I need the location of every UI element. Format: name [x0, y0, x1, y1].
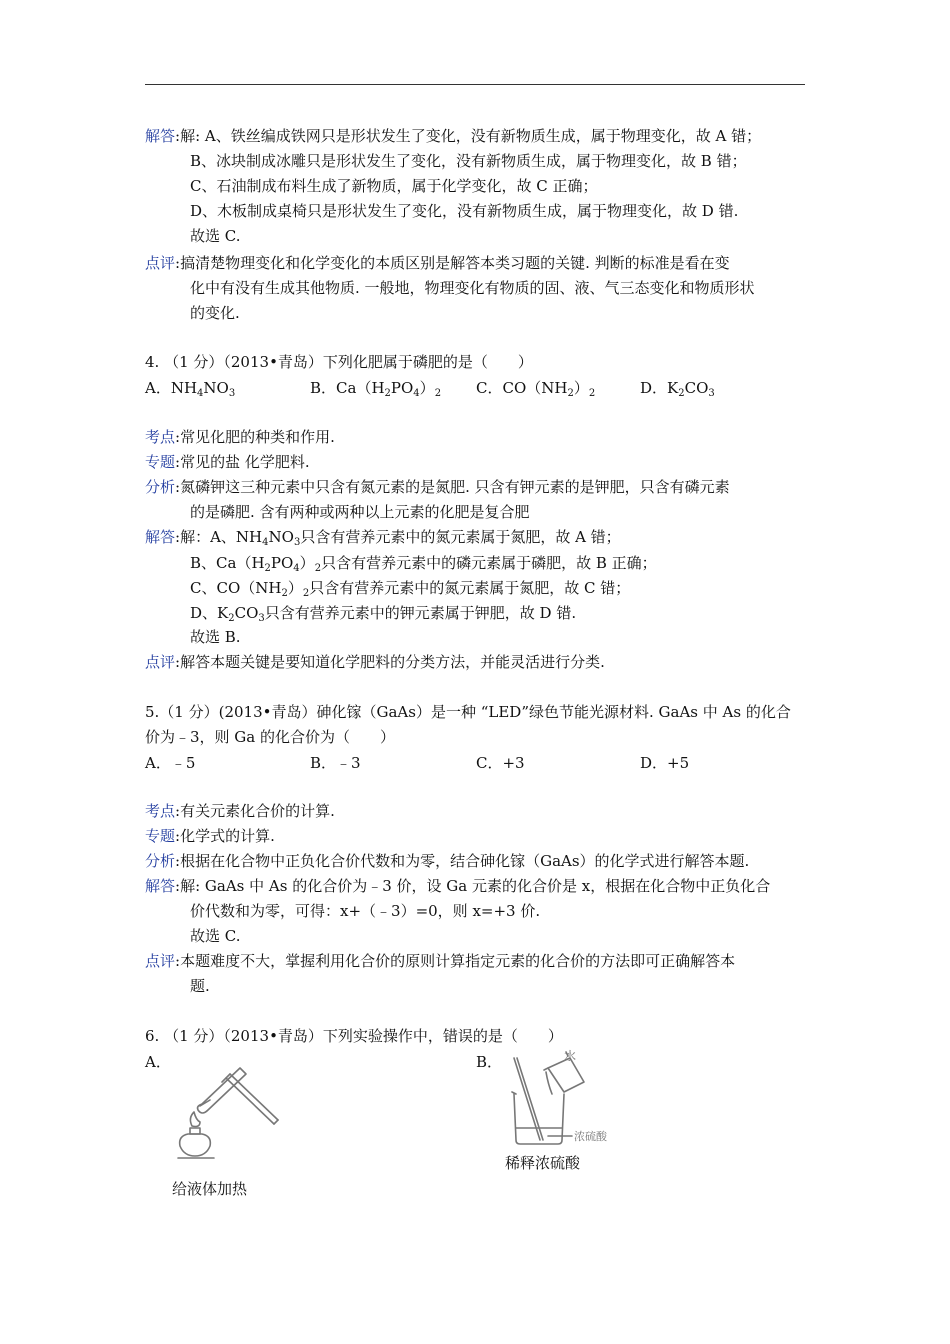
q3-answer-line-3: C、石油制成布料生成了新物质，属于化学变化，故 C 正确； — [190, 177, 598, 195]
q5-topic: 专题:化学式的计算. — [145, 827, 275, 845]
q4-analysis-line-1: 分析:氮磷钾这三种元素中只含有氮元素的是氮肥. 只含有钾元素的是钾肥，只含有磷元素 — [145, 478, 730, 496]
q4-comment: 点评:解答本题关键是要知道化学肥料的分类方法，并能灵活进行分类. — [145, 653, 605, 671]
q4-stem: 4. （1 分）（2013•青岛）下列化肥属于磷肥的是（ ） — [145, 353, 533, 371]
label-topic: 专题 — [145, 453, 176, 471]
q5-option-d: D．+5 — [640, 754, 690, 772]
label-answer: 解答 — [145, 877, 176, 895]
caption-heating-liquid: 给液体加热 — [172, 1180, 248, 1198]
q5-answer-line-1: 解答:解: GaAs 中 As 的化合价为﹣3 价，设 Ga 元素的化合价是 x，根据在化合物中正负化合 — [145, 877, 771, 895]
q5-comment-line-1: 点评:本题难度不大，掌握利用化合价的原则计算指定元素的化合价的方法即可正确解答本 — [145, 952, 736, 970]
q5-point: 考点:有关元素化合价的计算. — [145, 802, 335, 820]
q5-comment-line-2: 题. — [190, 977, 210, 995]
label-point: 考点 — [145, 428, 176, 446]
figure-heating-liquid — [170, 1062, 290, 1172]
figure-dilute-acid — [508, 1048, 638, 1148]
label-comment: 点评 — [145, 653, 176, 671]
label-analysis: 分析 — [145, 852, 176, 870]
q4-option-d: D．$K_2CO_3$ — [640, 379, 715, 399]
label-answer: 解答 — [145, 127, 176, 145]
figure-label-acid: 浓硫酸 — [574, 1130, 607, 1143]
q3-comment-line-2: 化中有没有生成其他物质. 一般地，物理变化有物质的固、液、气三态变化和物质形状 — [190, 279, 755, 297]
q4-option-c: C．$CO(NH_2)_2$ — [476, 379, 596, 399]
label-answer: 解答 — [145, 528, 176, 546]
header-rule — [145, 84, 805, 85]
label-comment: 点评 — [145, 254, 176, 272]
q6-option-b: B． — [476, 1053, 503, 1071]
q4-answer-line-1: 解答:解：A、$NH_4NO_3$只含有营养元素中的氮元素属于氮肥，故 A 错； — [145, 528, 621, 548]
q3-answer-line-5: 故选 C. — [190, 227, 241, 245]
q6-option-a: A． — [145, 1053, 171, 1071]
q5-answer-line-3: 故选 C. — [190, 927, 241, 945]
q4-option-b: B．$Ca(H_2PO_4)_2$ — [310, 379, 442, 399]
label-point: 考点 — [145, 802, 176, 820]
q5-stem-line-2: 价为﹣3，则 Ga 的化合价为（ ） — [145, 728, 396, 746]
q3-comment-line-1: 点评:搞清楚物理变化和化学变化的本质区别是解答本类习题的关键. 判断的标准是看在变 — [145, 254, 730, 272]
q5-analysis: 分析:根据在化合物中正负化合价代数和为零，结合砷化镓（GaAs）的化学式进行解答本题. — [145, 852, 750, 870]
q6-stem: 6. （1 分）（2013•青岛）下列实验操作中，错误的是（ ） — [145, 1027, 563, 1045]
label-comment: 点评 — [145, 952, 176, 970]
q5-answer-line-2: 价代数和为零，可得：x+（﹣3）=0，则 x=+3 价. — [190, 902, 541, 920]
q3-comment-line-3: 的变化. — [190, 304, 240, 322]
q4-answer-line-4: D、$K_2CO_3$只含有营养元素中的钾元素属于钾肥，故 D 错. — [190, 604, 577, 624]
q4-point: 考点:常见化肥的种类和作用. — [145, 428, 335, 446]
figure-label-water: 水 — [564, 1049, 577, 1063]
q4-option-a: A．$NH_4NO_3$ — [145, 379, 236, 399]
q5-option-c: C．+3 — [476, 754, 525, 772]
q3-answer-line-1: 解答:解: A、铁丝编成铁网只是形状发生了变化，没有新物质生成，属于物理变化，故 A 错； — [145, 127, 762, 145]
q5-stem-line-1: 5.（1 分）(2013•青岛）砷化镓（GaAs）是一种 “LED”绿色节能光源材料. GaAs 中 As 的化合 — [145, 703, 791, 721]
q4-answer-line-5: 故选 B. — [190, 628, 241, 646]
q4-answer-line-2: B、$Ca(H_2PO_4)_2$只含有营养元素中的磷元素属于磷肥，故 B 正确； — [190, 554, 657, 574]
q4-topic: 专题:常见的盐 化学肥料. — [145, 453, 310, 471]
label-topic: 专题 — [145, 827, 176, 845]
q4-answer-line-3: C、$CO(NH_2)_2$只含有营养元素中的氮元素属于氮肥，故 C 错； — [190, 579, 631, 599]
q5-option-a: A．﹣5 — [145, 754, 196, 772]
label-analysis: 分析 — [145, 478, 176, 496]
q3-answer-line-4: D、木板制成桌椅只是形状发生了变化，没有新物质生成，属于物理变化，故 D 错. — [190, 202, 739, 220]
q4-analysis-line-2: 的是磷肥. 含有两种或两种以上元素的化肥是复合肥 — [190, 503, 530, 521]
q5-option-b: B．﹣3 — [310, 754, 361, 772]
caption-dilute-acid: 稀释浓硫酸 — [505, 1154, 581, 1172]
q3-answer-line-2: B、冰块制成冰雕只是形状发生了变化，没有新物质生成，属于物理变化，故 B 错； — [190, 152, 747, 170]
